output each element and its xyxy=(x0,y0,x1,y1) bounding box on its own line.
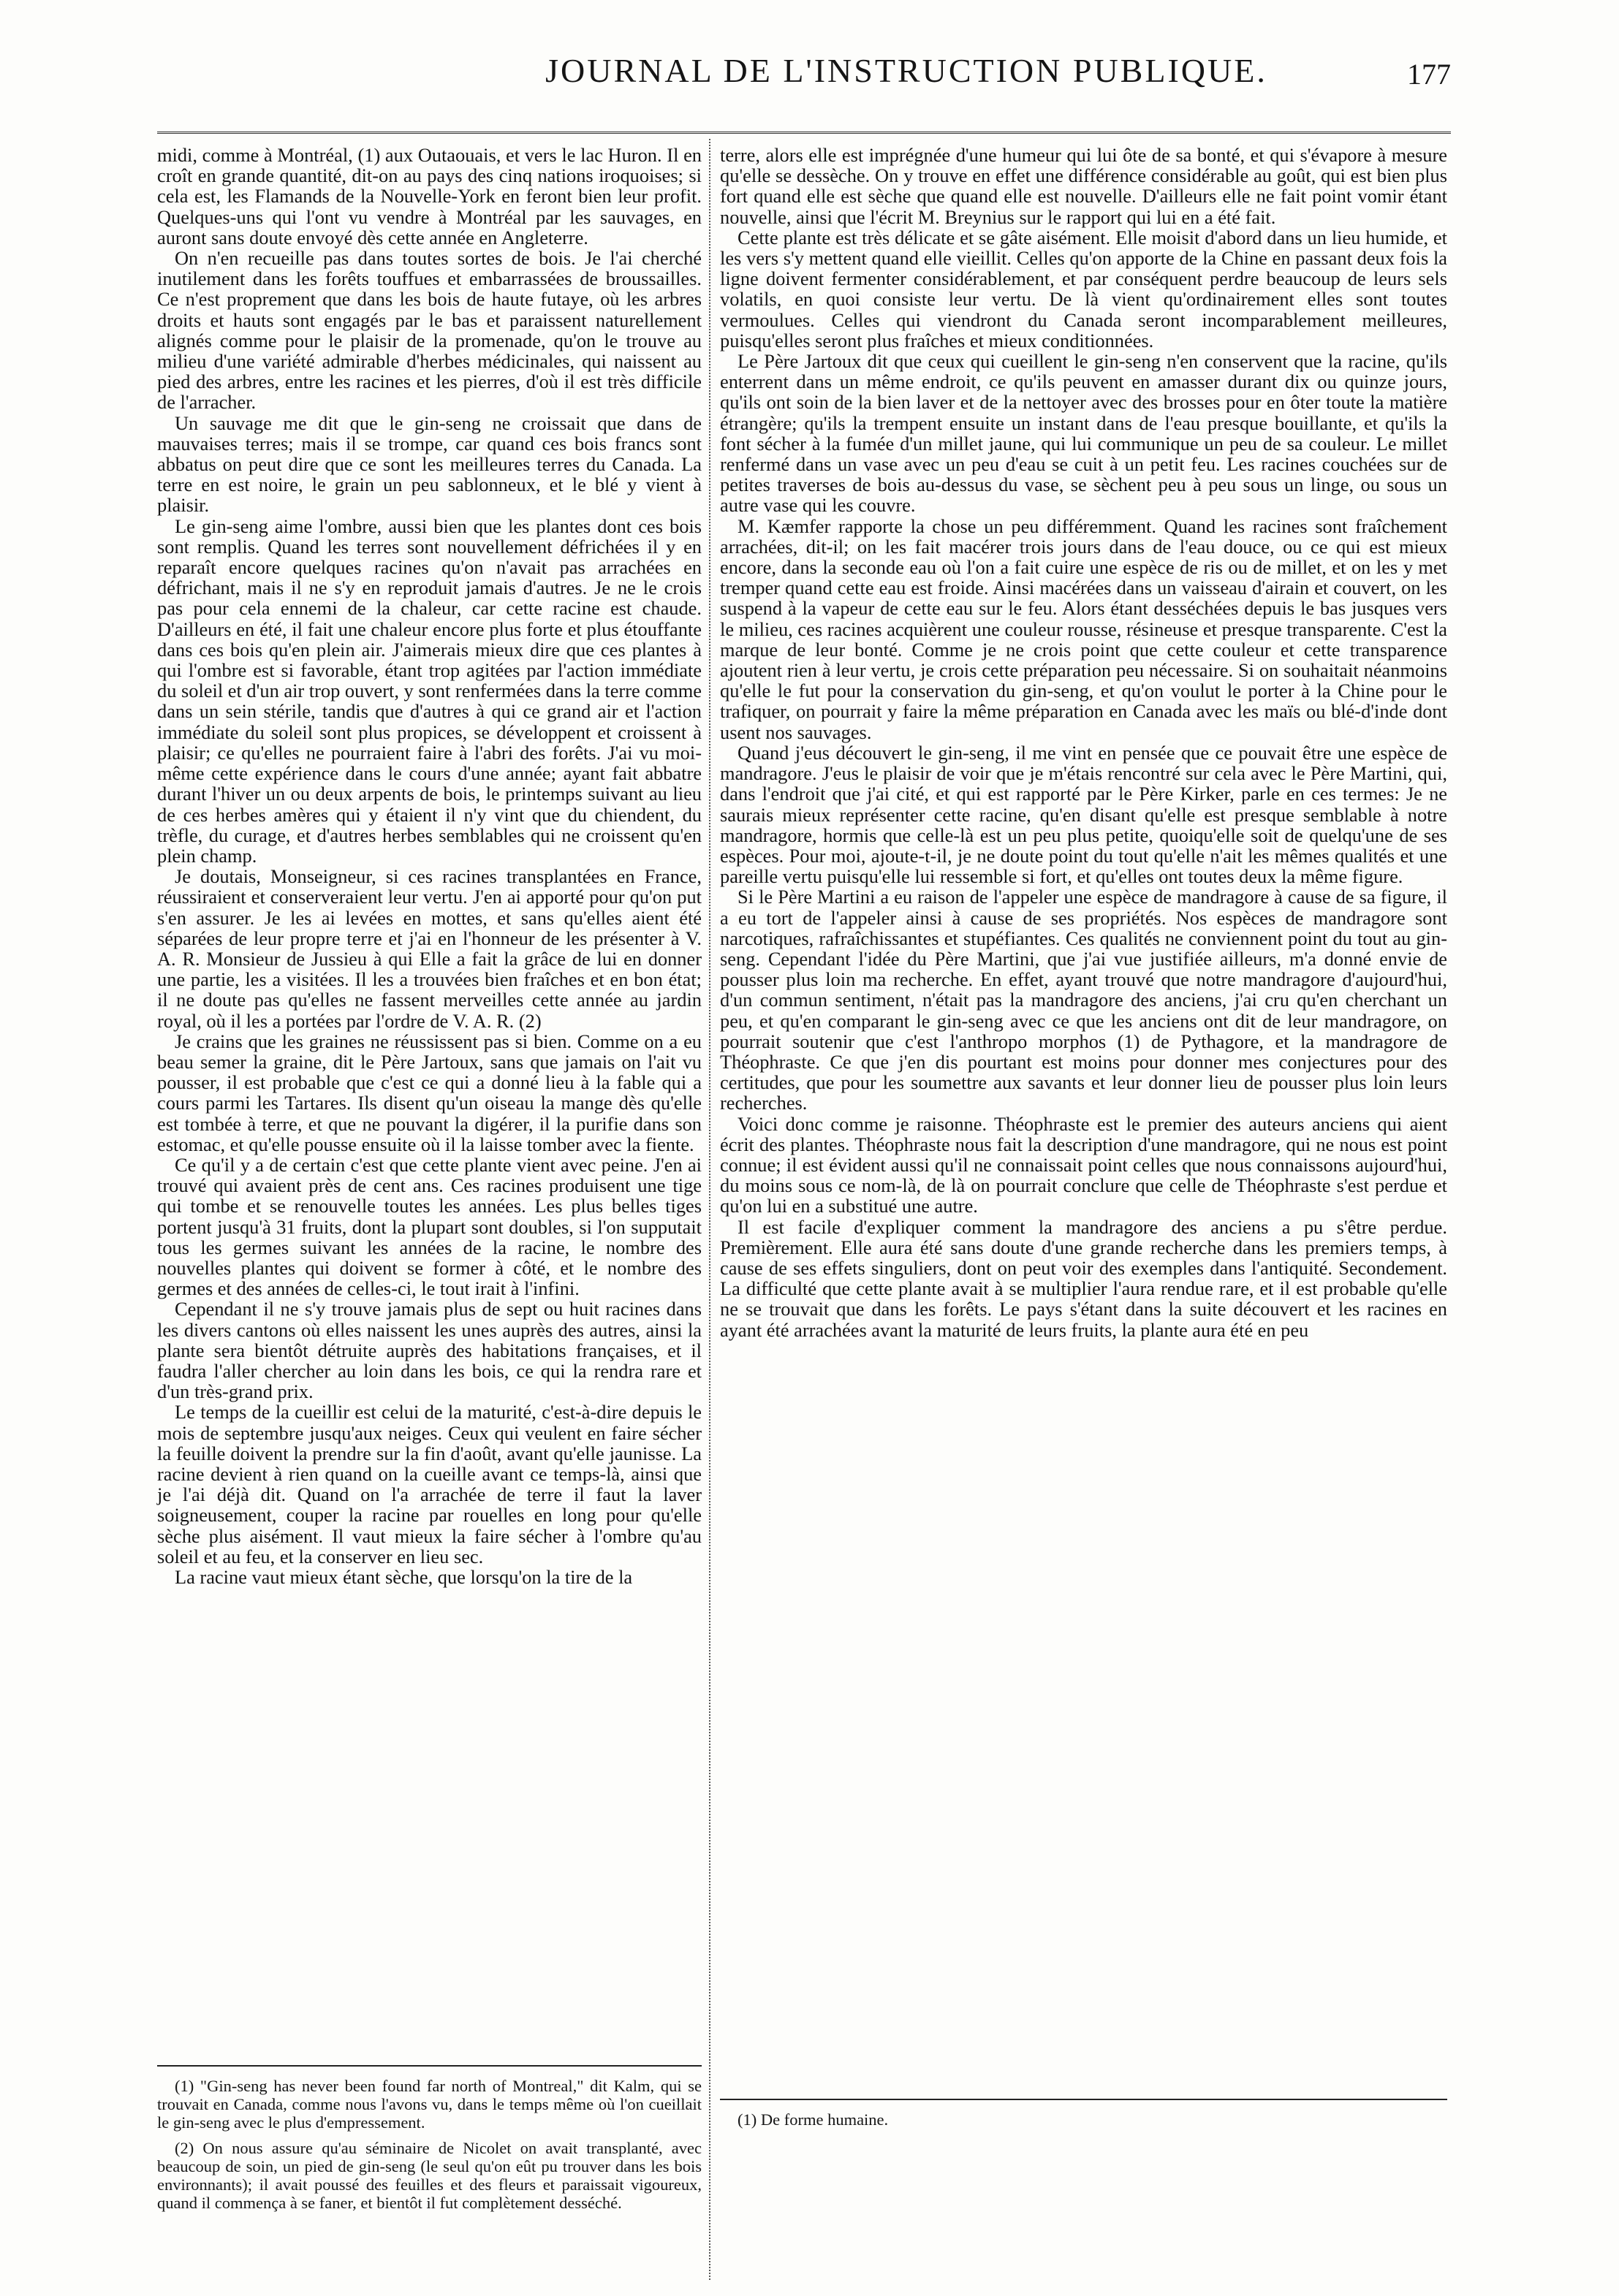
right-paragraph: Cette plante est très délicate et se gâte aisément. Elle moisit d'abord dans un lieu humide, et les vers s'y mettent quand elle vieillit. Celles qu'on apporte de la Chine en passant deux fois la ligne doivent fermenter considérablement, et par conséquent perdre beaucoup de leurs sels volatils, en quoi consiste leur vertu. De là vient qu'ordinairement elles sont toutes vermoulues. Celles qui viendront du Canada seront incomparablement meilleures, puisqu'elles seront plus fraîches et mieux conditionnées. xyxy=(720,226,1447,351)
footnote: (1) "Gin-seng has never been found far north of Montreal," dit Kalm, qui se trouvait en Canada, comme nous l'avons vu, dans le temps même où l'on cueillait le gin-seng avec le plus d'empressement. xyxy=(157,2077,702,2132)
footnote-rule xyxy=(720,2099,1447,2100)
left-paragraph: Un sauvage me dit que le gin-seng ne croissait que dans de mauvaises terres; mais il se trompe, car quand ces bois francs sont abbatus on peut dire que ce sont les meilleures terres du Canada. La terre en est noire, le grain un peu sablonneux, et le blé y vient à plaisir. xyxy=(157,411,702,517)
footnote: (1) De forme humaine. xyxy=(738,2110,889,2129)
right-footnotes xyxy=(720,2088,1447,2136)
footnote-rule xyxy=(157,2065,702,2067)
left-paragraph: Le gin-seng aime l'ombre, aussi bien que les plantes dont ces bois sont remplis. Quand les terres sont nouvellement défrichées il y en reparaît encore quelques racines qu'on n'avait pas arrachées en défrichant, mais il ne s'y en reproduit jamais d'autres. Je ne le crois pas pour cela ennemi de la chaleur, car cette racine est chaude. D'ailleurs en été, il fait une chaleur encore plus forte et plus étouffante dans ces bois qu'en plein air. J'aimerais mieux dire que ces plantes à qui l'ombre est si favorable, étant trop agitées par l'action immédiate du soleil et d'un air trop ouvert, y sont renfermées dans la terre comme dans un sein stérile, tandis que d'autres à qui ce grand air et l'action immédiate du soleil sont plus propices, se développent et croissent à plaisir; ce qu'elles ne pourraient faire à l'abri des forêts. J'ai vu moi-même cette expérience dans le cours d'une année; ayant fait abbatre durant l'hiver un ou deux arpents de bois, le printemps suivant au lieu de ces herbes amères qui y étaient il n'y vint que du chiendent, du trèfle, du curage, et d'autres herbes semblables qui ne croissent qu'en plein champ. xyxy=(157,514,702,867)
column-divider xyxy=(709,139,710,2280)
right-paragraph: Voici donc comme je raisonne. Théophraste est le premier des auteurs anciens qui aient écrit des plantes. Théophraste nous fait la description d'une mandragore, qui ne nous est point connue; il est évident aussi qu'il ne connaissait point celles que nous connaissons aujourd'hui, du moins sous ce nom-là, de là on pourrait conclure que celle de Théophraste s'est perdue et qu'on lui en a substitué une autre. xyxy=(720,1112,1447,1217)
left-column xyxy=(157,145,702,1587)
left-paragraph: Le temps de la cueillir est celui de la maturité, c'est-à-dire depuis le mois de septembre jusqu'aux neiges. Ceux qui veulent en faire sécher la feuille doivent la prendre sur la fin d'août, avant qu'elle jaunisse. La racine devient à rien quand on la cueille avant ce temps-là, ainsi que je l'ai déjà dit. Quand on l'a arrachée de terre il faut la laver soigneusement, couper la racine par rouelles en long pour qu'elle sèche plus aisément. Il vaut mieux la faire sécher à l'ombre qu'au soleil et au feu, et la conserver en lieu sec. xyxy=(157,1401,702,1567)
left-paragraph: Je crains que les graines ne réussissent pas si bien. Comme on a eu beau semer la graine, dit le Père Jartoux, sans que jamais on l'ait vu pousser, il est probable que c'est ce qui a donné lieu à la fable qui a cours parmi les Tartares. Ils disent qu'un oiseau la mange dès qu'elle est tombée à terre, et que ne pouvant la digérer, il la purifie dans son estomac, et qu'elle pousse ensuite où il la laisse tomber avec la fiente. xyxy=(157,1030,702,1155)
header-rule xyxy=(157,132,1451,134)
footnote: (2) On nous assure qu'au séminaire de Nicolet on avait transplanté, avec beaucoup de soin, un pied de gin-seng (le seul qu'on eût pu trouver dans les bois environnants); il avait poussé des feuilles et des fleurs et paraissait vigoureux, quand il commença à se faner, et bientôt il fut complètement desséché. xyxy=(157,2139,702,2212)
right-paragraph: Le Père Jartoux dit que ceux qui cueillent le gin-seng n'en conservent que la racine, qu'ils enterrent dans un même endroit, ce qu'ils peuvent en amasser durant dix ou quinze jours, qu'ils ont soin de la bien laver et de la nettoyer avec des brosses pour en ôter toute la matière étrangère; qu'ils la trempent ensuite un instant dans de l'eau presque bouillante, et qu'ils la font sécher à la fumée d'un millet jaune, qui lui communique un peu de sa couleur. Le millet renfermé dans un vase avec un peu d'eau se cuit à un petit feu. Les racines couchées sur de petites traverses de bois au-dessus du vase, se sèchent peu à peu sous un linge, ou sous un autre vase qui les couvre. xyxy=(720,350,1447,517)
left-paragraph: On n'en recueille pas dans toutes sortes de bois. Je l'ai cherché inutilement dans les forêts touffues et embarrassées de broussailles. Ce n'est proprement que dans les bois de haute futaye, où les arbres droits et hauts sont engagés par le bas et paraissent naturellement alignés comme pour le plaisir de la promenade, qu'on le trouve au milieu d'une variété admirable d'herbes médicinales, qui naissent au pied des arbres, entre les racines et les pierres, d'où il est très difficile de l'arracher. xyxy=(157,247,702,414)
left-paragraph: midi, comme à Montréal, (1) aux Outaouais, et vers le lac Huron. Il en croît en grande quantité, dit-on au pays des cinq nations iroquoises; si cela est, les Flamands de la Nouvelle-York en feront bien leur profit. Quelques-uns qui l'ont vu vendre à Montréal par les sauvages, en auront sans doute envoyé dès cette année en Angleterre. xyxy=(157,144,702,248)
left-footnotes xyxy=(157,2055,702,2219)
right-paragraph: Il est facile d'expliquer comment la mandragore des anciens a pu s'être perdue. Premièrement. Elle aura été sans doute d'une grande recherche dans les premiers temps, à cause de ses effets singuliers, dont on peut voir des exemples dans l'antiquité. Secondement. La difficulté que cette plante avait à se multiplier l'aura rendue rare, et il est probable qu'elle ne se trouvait que dans les forêts. Le pays s'étant dans la suite découvert et les racines en ayant été arrachées avant la maturité de leurs fruits, la plante aura été en peu xyxy=(720,1215,1447,1341)
page-number: 177 xyxy=(1407,58,1451,91)
right-paragraph: Quand j'eus découvert le gin-seng, il me vint en pensée que ce pouvait être une espèce de mandragore. J'eus le plaisir de voir que je m'étais rencontré sur cela avec le Père Martini, qui, dans l'endroit que j'ai cité, et qui est rapporté par le Père Kirker, parle en ces termes: Je ne saurais mieux représenter cette racine, qu'en disant qu'elle est presque semblable à notre mandragore, hormis que celle-là est un peu plus petite, quoiqu'elle soit de quelqu'une de ses espèces. Pour moi, ajoute-t-il, je ne doute point du tout qu'elle n'ait les mêmes qualités et une pareille vertu puisqu'elle lui ressemble si fort, et qu'elles ont toutes deux la même figure. xyxy=(720,741,1447,888)
right-paragraph: terre, alors elle est imprégnée d'une humeur qui lui ôte de sa bonté, et qui s'évapore à mesure qu'elle se dessèche. On y trouve en effet une différence considérable au goût, qui est bien plus fort quand elle est sèche que quand elle est nouvelle. D'ailleurs elle ne fait point vomir étant nouvelle, ainsi que l'écrit M. Breynius sur le rapport qui lui en a été fait. xyxy=(720,144,1447,228)
left-paragraph: La racine vaut mieux étant sèche, que lorsqu'on la tire de la xyxy=(175,1566,633,1589)
running-head: JOURNAL DE L'INSTRUCTION PUBLIQUE. xyxy=(545,52,1267,89)
right-column xyxy=(720,145,1447,1340)
left-paragraph: Ce qu'il y a de certain c'est que cette plante vient avec peine. J'en ai trouvé qui avaient près de cent ans. Ces racines produisent une tige qui tombe et se renouvelle toutes les années. Les plus belles tiges portent jusqu'à 31 fruits, dont la plupart sont doubles, si l'on supputait tous les germes suivant les années de la racine, le nombre des nouvelles plantes qui doivent se former à côté, et le nombre des germes et des années de celles-ci, le tout irait à l'infini. xyxy=(157,1153,702,1300)
right-paragraph: Si le Père Martini a eu raison de l'appeler une espèce de mandragore à cause de sa figure, il a eu tort de l'appeler ainsi à cause de ses propriétés. Nos espèces de mandragore sont narcotiques, rafraîchissantes et stupéfiantes. Ces qualités ne conviennent point du tout au gin-seng. Cependant l'idée du Père Martini, que j'ai vue justifiée ailleurs, m'a donné envie de pousser plus loin ma recherche. En effet, ayant trouvé que notre mandragore d'aujourd'hui, d'un commun sentiment, n'était pas la mandragore des anciens, j'ai cru qu'en cherchant un peu, et qu'en comparant le gin-seng avec ce que les anciens ont dit de leur mandragore, on pourrait soutenir que c'est l'anthropo morphos (1) de Pythagore, et la mandragore de Théophraste. Ce que j'en dis pourtant est moins pour donner mes conjectures pour des certitudes, que pour les soumettre aux savants et leur donner lieu de pousser plus loin leurs recherches. xyxy=(720,886,1447,1114)
right-paragraph: M. Kæmfer rapporte la chose un peu différemment. Quand les racines sont fraîchement arrachées, dit-il; on les fait macérer trois jours dans de l'eau douce, ou ce qui est mieux encore, dans la seconde eau où l'on a fait cuire une espèce de ris ou de millet, et on les y met tremper quand cette eau est froide. Ainsi macérées dans un vaisseau d'airain et couvert, on les suspend à la vapeur de cette eau sur le feu. Alors étant desséchées depuis le bas jusques vers le milieu, ces racines acquièrent une couleur rousse, résineuse et presque transparente. C'est la marque de leur bonté. Comme je ne crois point que cette couleur et cette transparence ajoutent rien à leur vertu, je crois cette préparation peu nécessaire. Si on souhaitait néanmoins qu'elle le fut pour la conservation du gin-seng, et qu'on voulut le porter à la Chine pour le trafiquer, on pourrait y faire la même préparation en Canada avec les maïs ou blé-d'inde dont usent nos sauvages. xyxy=(720,514,1447,743)
left-paragraph: Cependant il ne s'y trouve jamais plus de sept ou huit racines dans les divers cantons où elles naissent les unes auprès des autres, ainsi la plante sera bientôt détruite auprès des habitations françaises, et il faudra l'aller chercher au loin dans les bois, ce qui la rendra rare et d'un très-grand prix. xyxy=(157,1298,702,1403)
left-paragraph: Je doutais, Monseigneur, si ces racines transplantées en France, réussiraient et conserveraient leur vertu. J'en ai apporté pour qu'on put s'en assurer. Je les ai levées en mottes, et sans qu'elles aient été séparées de leur propre terre et j'ai en l'honneur de les présenter à V. A. R. Monsieur de Jussieu à qui Elle a fait la grâce de lui en donner une partie, les a visitées. Il les a trouvées bien fraîches et en bon état; il ne doute pas qu'elles ne fassent merveilles cette année au jardin royal, où il les a portées par l'ordre de V. A. R. (2) xyxy=(157,865,702,1032)
